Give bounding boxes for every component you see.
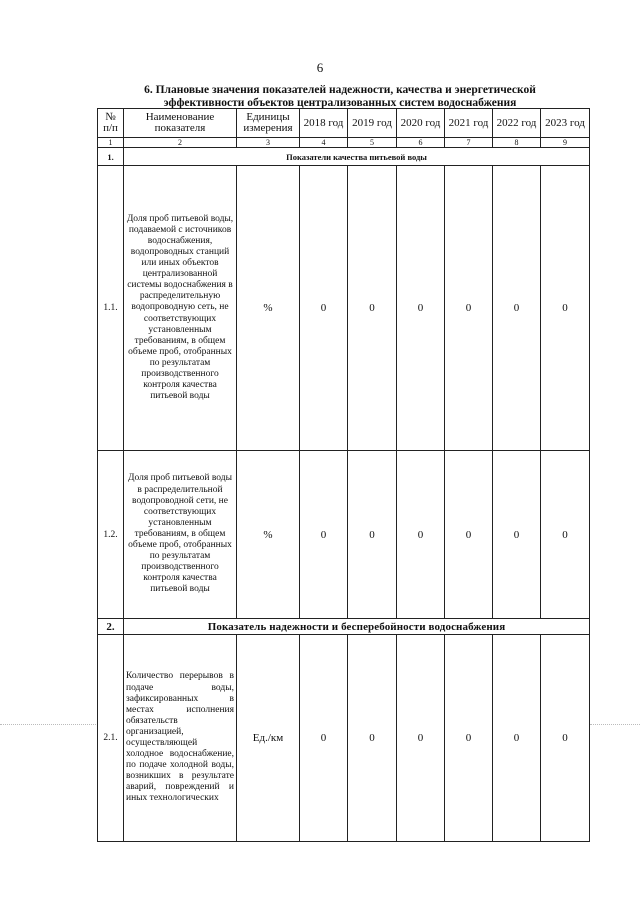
row-value: 0 — [300, 166, 348, 451]
header-num: № п/п — [98, 109, 124, 138]
row-value: 0 — [397, 166, 445, 451]
row-value: 0 — [348, 451, 397, 619]
row-value: 0 — [445, 635, 493, 842]
section-number: 2. — [98, 619, 124, 635]
header-year: 2022 год — [493, 109, 541, 138]
column-number: 6 — [397, 138, 445, 148]
section-row — [98, 619, 590, 635]
header-year: 2021 год — [445, 109, 493, 138]
table-row — [98, 166, 590, 451]
section-number: 1. — [98, 148, 124, 166]
row-value: 0 — [397, 451, 445, 619]
row-index: 2.1. — [98, 635, 124, 842]
column-number: 5 — [348, 138, 397, 148]
row-description: Доля проб питьевой воды в распределительной водопроводной сети, не соответствующих установленным требованиям, в общем объеме проб, отобранных по результатам производственного контроля качества питьевой воды — [124, 451, 237, 619]
row-unit: Ед./км — [237, 635, 300, 842]
header-year: 2019 год — [348, 109, 397, 138]
table-row — [98, 635, 590, 842]
table-row — [98, 451, 590, 619]
scan-artifact-line — [590, 724, 640, 725]
column-number-row — [98, 138, 590, 148]
column-number: 8 — [493, 138, 541, 148]
section-row — [98, 148, 590, 166]
column-number: 7 — [445, 138, 493, 148]
row-value: 0 — [348, 635, 397, 842]
column-number: 2 — [124, 138, 237, 148]
row-description: Количество перерывов в подаче воды, зафиксированных в местах исполнения обязательств организацией, осуществляющей холодное водоснабжение, по подаче холодной воды, возникших в результате аварий, повреждений и иных технологических — [124, 635, 237, 842]
header-year: 2018 год — [300, 109, 348, 138]
row-unit: % — [237, 451, 300, 619]
column-number: 9 — [541, 138, 590, 148]
header-year: 2020 год — [397, 109, 445, 138]
row-value: 0 — [397, 635, 445, 842]
row-value: 0 — [541, 166, 590, 451]
indicators-table — [97, 108, 590, 842]
row-value: 0 — [493, 166, 541, 451]
section-title: Показатель надежности и бесперебойности водоснабжения — [124, 619, 590, 635]
row-value: 0 — [300, 635, 348, 842]
row-value: 0 — [493, 451, 541, 619]
column-number: 3 — [237, 138, 300, 148]
row-unit: % — [237, 166, 300, 451]
page-number: 6 — [316, 60, 324, 75]
row-index: 1.1. — [98, 166, 124, 451]
table-header-row — [98, 109, 590, 138]
row-value: 0 — [348, 166, 397, 451]
document-title: 6. Плановые значения показателей надежности, качества и энергетической эффективности объектов централизованных систем водоснабжения — [144, 84, 536, 109]
section-title: Показатели качества питьевой воды — [124, 148, 590, 166]
row-value: 0 — [541, 635, 590, 842]
column-number: 1 — [98, 138, 124, 148]
row-description: Доля проб питьевой воды, подаваемой с источников водоснабжения, водопроводных станций или иных объектов централизованной системы водоснабжения в распределительную водопроводную сеть, не соответствующих установленным требованиям, в общем объеме проб, отобранных по результатам производственного контроля качества питьевой воды — [124, 166, 237, 451]
header-unit: Единицы измерения — [237, 109, 300, 138]
column-number: 4 — [300, 138, 348, 148]
row-value: 0 — [445, 166, 493, 451]
row-value: 0 — [300, 451, 348, 619]
scan-artifact-line — [0, 724, 96, 725]
row-value: 0 — [445, 451, 493, 619]
row-value: 0 — [541, 451, 590, 619]
row-index: 1.2. — [98, 451, 124, 619]
row-value: 0 — [493, 635, 541, 842]
header-year: 2023 год — [541, 109, 590, 138]
header-name: Наименование показателя — [124, 109, 237, 138]
